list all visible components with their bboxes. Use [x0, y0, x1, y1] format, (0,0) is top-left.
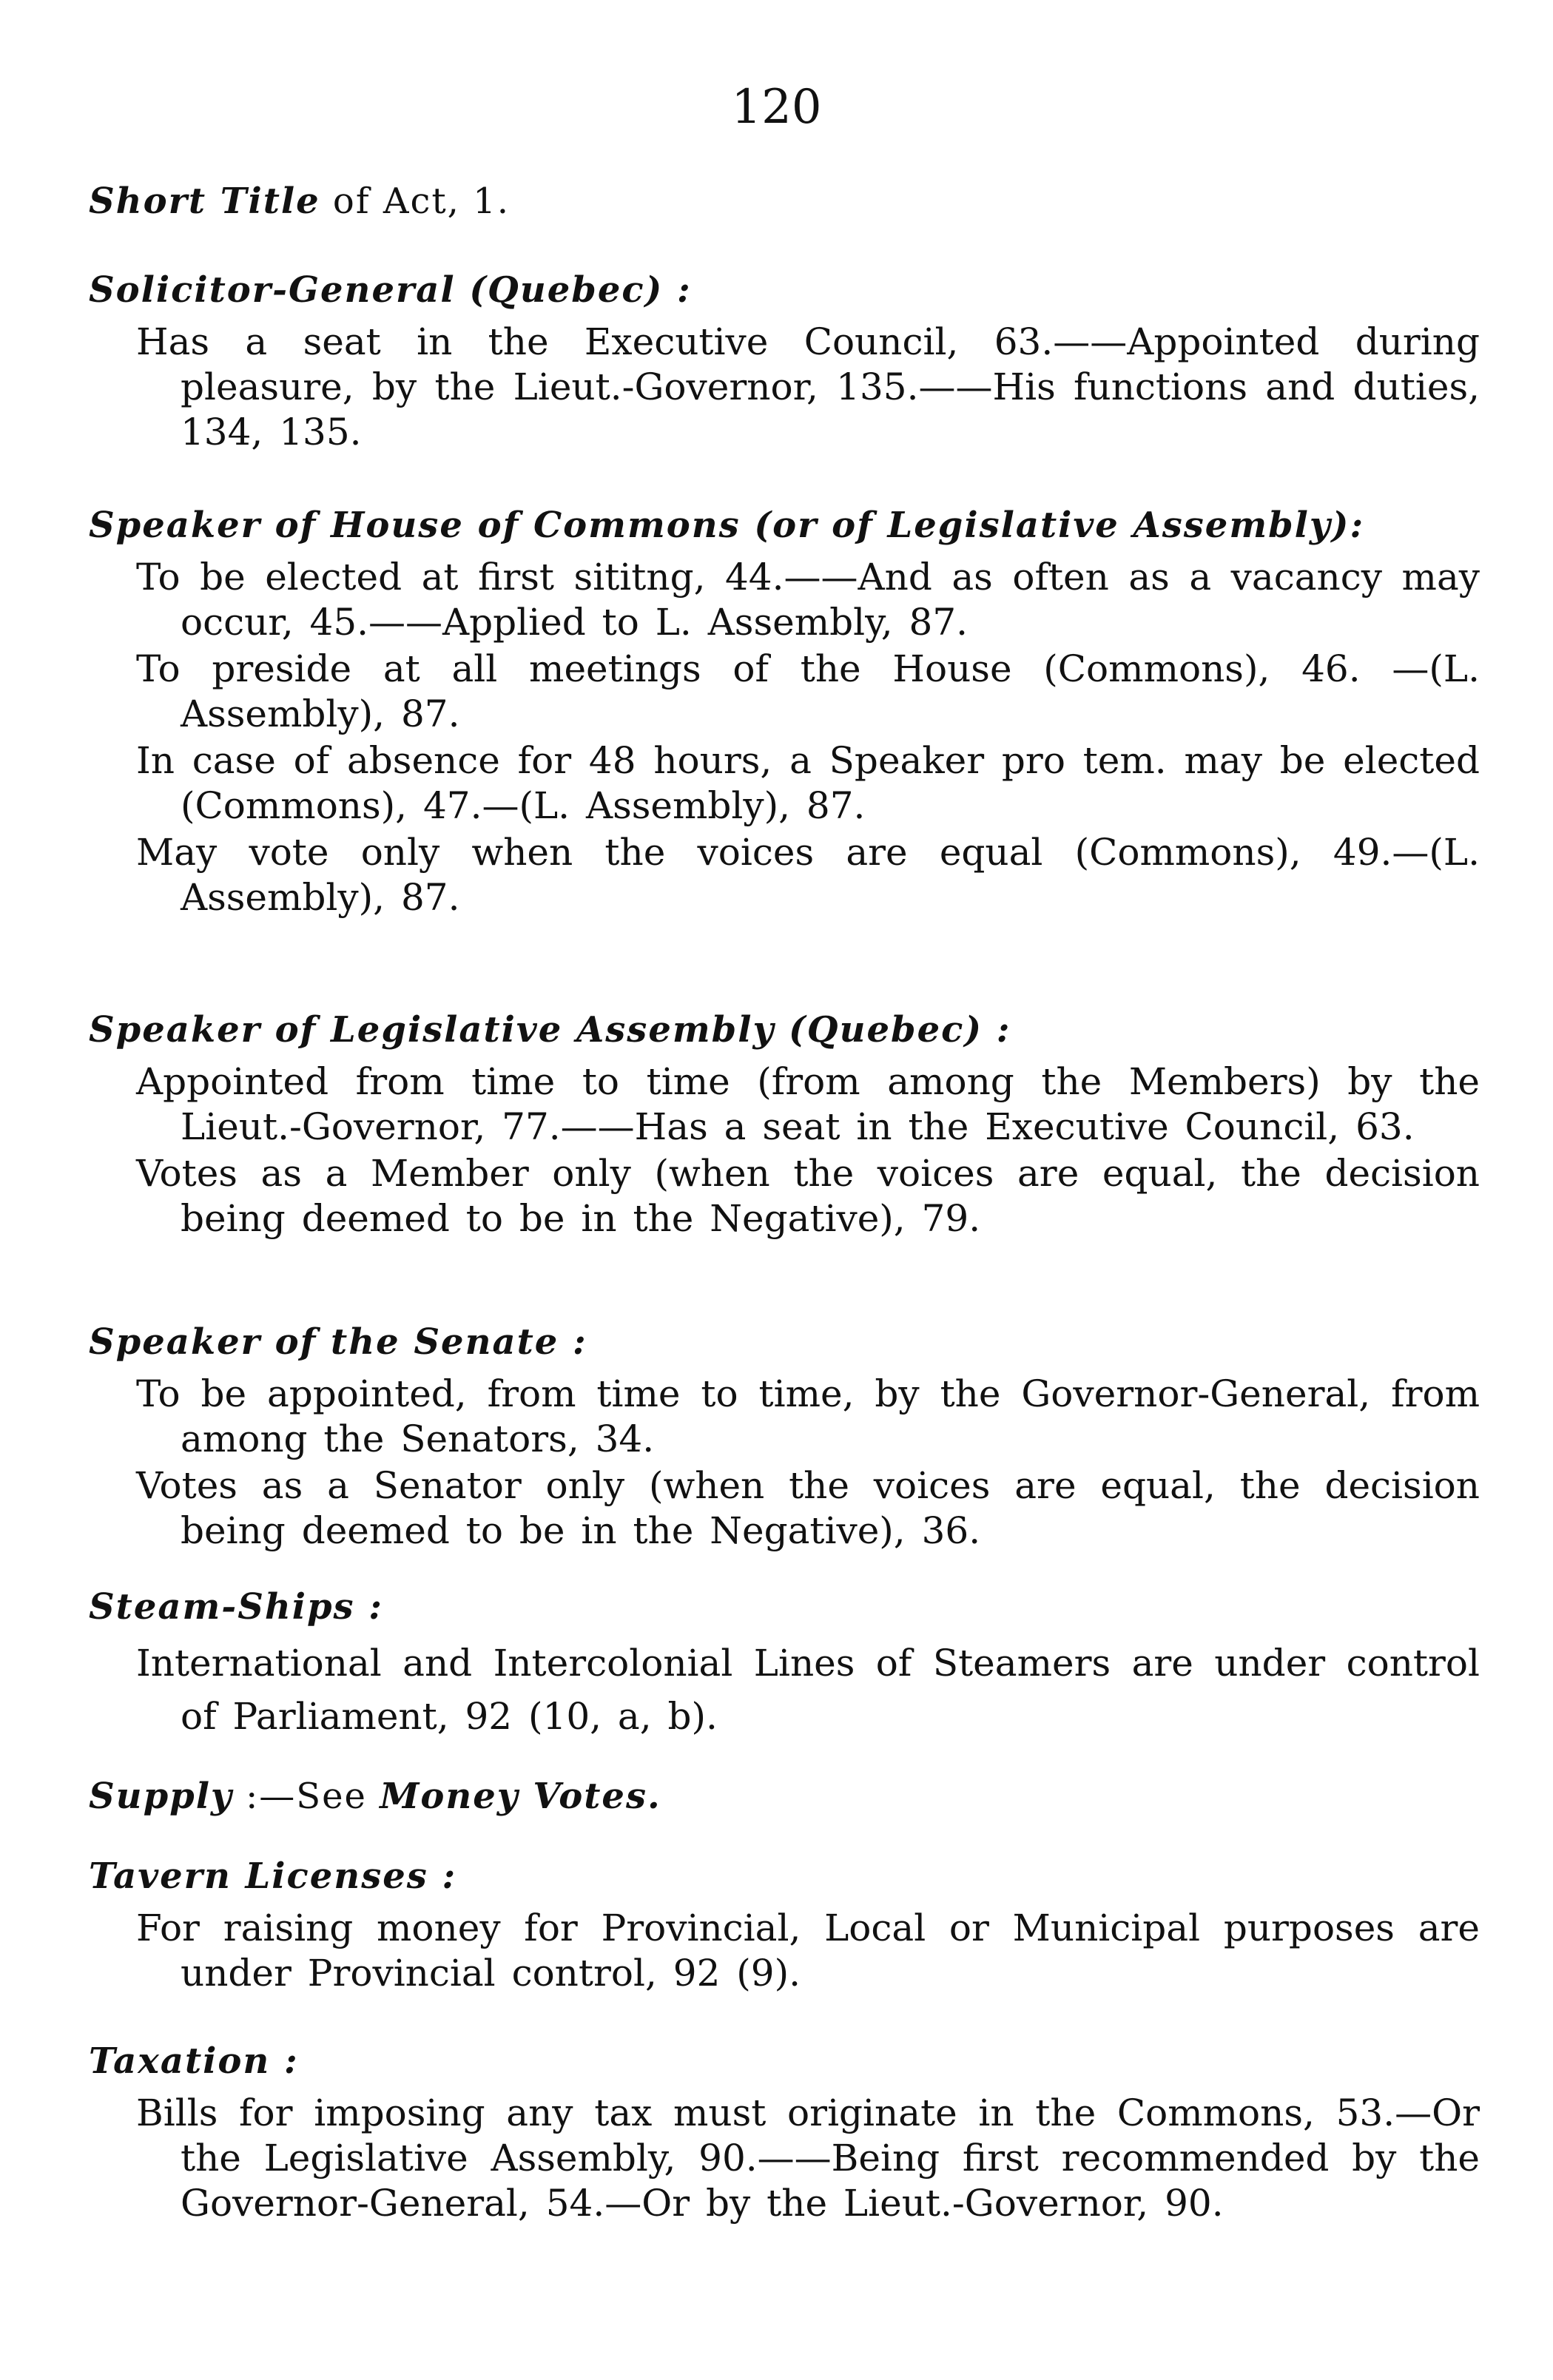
entry-body — [89, 320, 1480, 455]
index-entry-speaker-commons — [89, 502, 1480, 922]
index-entry-speaker-senate — [89, 1318, 1480, 1555]
entry-heading: Speaker of House of Commons (or of Legislative Assembly): — [89, 505, 1365, 546]
entry-paragraph: For raising money for Provincial, Local or Municipal purposes are under Provincial control, 92 (9). — [136, 1907, 1480, 1995]
entry-paragraph: Bills for imposing any tax must originate in the Commons, 53.—Or the Legislative Assembly, 90.——Being first recommended by the Governor-General, 54.—Or by the Lieut.-Governor, 90. — [136, 2091, 1480, 2225]
entry-paragraph: To preside at all meetings of the House (Commons), 46. —(L. Assembly), 87. — [136, 647, 1480, 735]
entry-heading-term: Short Title — [89, 181, 320, 222]
index-entry-tavern-licenses — [89, 1853, 1480, 1998]
entry-paragraph: Votes as a Senator only (when the voices are equal, the decision being deemed to be in the Negative), 36. — [136, 1464, 1480, 1552]
entry-body — [89, 1906, 1480, 1996]
entry-heading — [89, 178, 1480, 225]
entry-body — [89, 1372, 1480, 1554]
entry-body — [89, 1636, 1480, 1743]
entry-paragraph: In case of absence for 48 hours, a Speaker pro tem. may be elected (Commons), 47.—(L. Assembly), 87. — [136, 739, 1480, 827]
page-number: 120 — [731, 80, 822, 135]
entry-heading — [89, 1773, 1480, 1820]
entry-body — [89, 2091, 1480, 2226]
index-entry-steam-ships — [89, 1583, 1480, 1744]
entry-heading: Tavern Licenses : — [89, 1855, 457, 1897]
entry-heading: Speaker of Legislative Assembly (Quebec) : — [89, 1009, 1011, 1051]
entry-paragraph: To be elected at first sititng, 44.——And as often as a vacancy may occur, 45.——Applied to L. Assembly, 87. — [136, 556, 1480, 644]
entry-heading-see-also-target: Money Votes. — [380, 1776, 661, 1817]
entry-heading-see-also: :—See — [232, 1776, 380, 1817]
index-entry-taxation — [89, 2037, 1480, 2228]
entry-paragraph: Votes as a Member only (when the voices are equal, the decision being deemed to be in the Negative), 79. — [136, 1152, 1480, 1240]
entry-paragraph: Appointed from time to time (from among the Members) by the Lieut.-Governor, 77.——Has a seat in the Executive Council, 63. — [136, 1060, 1480, 1148]
entry-body — [89, 555, 1480, 920]
entry-heading-term: Supply — [89, 1776, 233, 1817]
index-entry-solicitor-general — [89, 266, 1480, 456]
entry-heading-reference: of Act, 1. — [320, 181, 510, 222]
index-entry-supply — [89, 1773, 1480, 1820]
entry-heading: Speaker of the Senate : — [89, 1321, 587, 1363]
entry-paragraph: To be appointed, from time to time, by the Governor-General, from among the Senators, 34. — [136, 1372, 1480, 1460]
entry-paragraph: International and Intercolonial Lines of Steamers are under control of Parliament, 92 (10, a, b). — [136, 1642, 1480, 1738]
index-entry-short-title — [89, 178, 1480, 225]
entry-heading: Taxation : — [89, 2040, 299, 2082]
entry-heading: Steam-Ships : — [89, 1586, 383, 1628]
entry-heading: Solicitor-General (Quebec) : — [89, 269, 692, 311]
entry-body — [89, 1059, 1480, 1241]
index-entry-speaker-legislative-assembly — [89, 1006, 1480, 1243]
entry-paragraph: Has a seat in the Executive Council, 63.——Appointed during pleasure, by the Lieut.-Governor, 135.——His functions and duties, 134, 135. — [136, 320, 1480, 454]
entry-paragraph: May vote only when the voices are equal (Commons), 49.—(L. Assembly), 87. — [136, 831, 1480, 919]
